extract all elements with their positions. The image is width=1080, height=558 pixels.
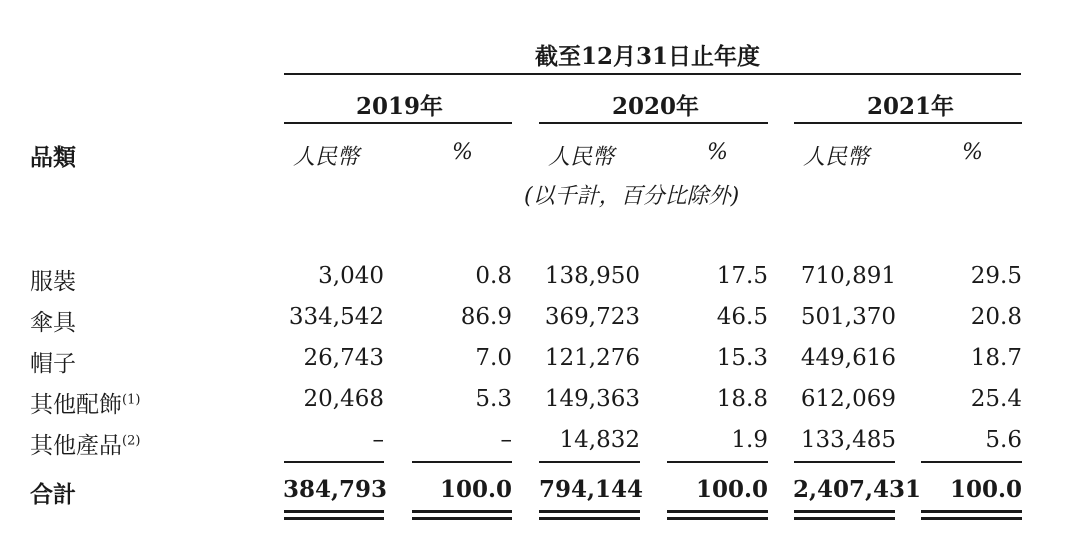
row-label-text: 其他產品 [30,433,122,459]
percent-header-2020: % [707,140,728,165]
footnote-ref: (2) [122,433,141,449]
total-double-rule [794,517,895,520]
table-cell: – [372,427,384,453]
table-cell: 133,485 [800,427,896,453]
row-label-other-accessories [30,386,140,419]
table-cell: 710,891 [800,263,896,289]
subtotal-rule [667,461,768,463]
table-cell: 449,616 [800,345,896,371]
footnote-ref: (1) [122,392,141,408]
total-double-rule [412,510,512,513]
total-double-rule [284,517,384,520]
currency-header-2021: 人民幣 [803,145,870,170]
total-cell: 100.0 [949,476,1022,503]
total-double-rule [667,517,768,520]
table-cell: 20,468 [303,386,384,412]
total-cell: 2,407,431 [793,476,922,503]
table-cell: 86.9 [460,304,512,330]
total-double-rule [539,517,640,520]
period-heading: 截至12月31日止年度 [535,43,761,70]
total-cell: 384,793 [283,476,388,503]
table-cell: 14,832 [559,427,640,453]
table-cell: 612,069 [800,386,896,412]
table-cell: 25.4 [970,386,1022,412]
table-cell: 121,276 [544,345,640,371]
unit-note: (以千計，百分比除外) [524,184,740,209]
row-label-umbrellas: 傘具 [30,310,76,336]
table-cell: 20.8 [970,304,1022,330]
table-cell: 29.5 [970,263,1022,289]
table-cell: 46.5 [716,304,768,330]
subtotal-rule [921,461,1022,463]
table-cell: 18.7 [970,345,1022,371]
subtotal-rule [284,461,384,463]
table-cell: 138,950 [544,263,640,289]
table-cell: 17.5 [716,263,768,289]
year-2020-rule [539,122,768,124]
currency-header-2019: 人民幣 [293,145,360,170]
table-cell: 334,542 [288,304,384,330]
category-heading: 品類 [30,144,76,171]
table-cell: 1.9 [731,427,768,453]
total-double-rule [921,517,1022,520]
percent-header-2019: % [452,140,473,165]
total-double-rule [921,510,1022,513]
total-double-rule [794,510,895,513]
table-cell: 7.0 [475,345,512,371]
subtotal-rule [794,461,895,463]
row-label-apparel: 服裝 [30,269,76,295]
total-label: 合計 [30,481,76,508]
table-cell: 15.3 [716,345,768,371]
table-cell: 18.8 [716,386,768,412]
total-cell: 100.0 [439,476,512,503]
table-cell: 3,040 [318,263,384,289]
currency-header-2020: 人民幣 [548,145,615,170]
total-double-rule [412,517,512,520]
table-cell: 369,723 [544,304,640,330]
table-cell: 501,370 [800,304,896,330]
table-cell: 26,743 [303,345,384,371]
table-cell: 5.6 [985,427,1022,453]
year-2019-heading: 2019年 [356,93,444,120]
row-label-text: 其他配飾 [30,392,122,418]
table-cell: 0.8 [475,263,512,289]
subtotal-rule [539,461,640,463]
total-cell: 100.0 [695,476,768,503]
subtotal-rule [412,461,512,463]
total-double-rule [667,510,768,513]
table-cell: 5.3 [475,386,512,412]
table-cell: 149,363 [544,386,640,412]
row-label-other-products [30,427,140,460]
total-double-rule [284,510,384,513]
percent-header-2021: % [962,140,983,165]
year-2021-rule [794,122,1022,124]
total-double-rule [539,510,640,513]
year-2019-rule [284,122,512,124]
period-rule [284,73,1021,75]
table-cell: – [500,427,512,453]
year-2021-heading: 2021年 [867,93,955,120]
year-2020-heading: 2020年 [612,93,700,120]
total-cell: 794,144 [539,476,644,503]
row-label-hats: 帽子 [30,351,76,377]
